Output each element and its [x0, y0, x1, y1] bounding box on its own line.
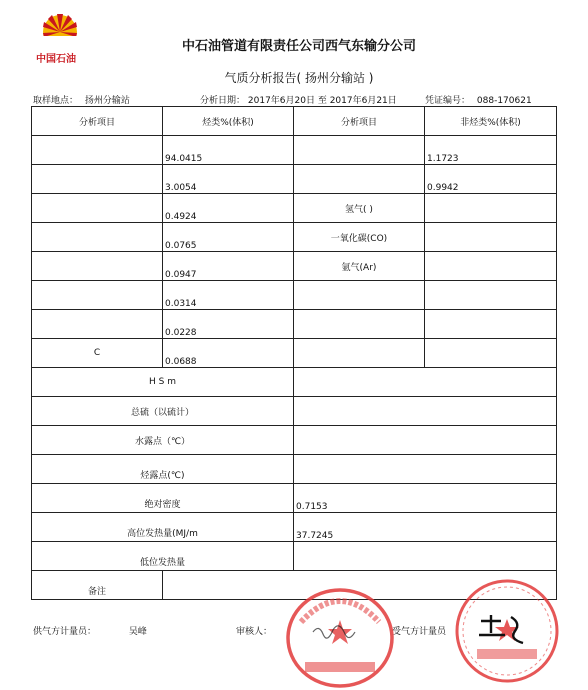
column-header: 非烃类%(体积)	[425, 107, 557, 136]
table-row	[32, 194, 557, 223]
property-label: 总硫（以硫计）	[32, 397, 294, 426]
supplier-name: 吴峰	[128, 627, 147, 637]
item-cell	[32, 223, 163, 252]
analysis-table	[31, 106, 557, 600]
property-label: 高位发热量(MJ/m	[32, 513, 294, 542]
location-field	[33, 93, 130, 106]
property-value: 37.7245	[294, 513, 557, 542]
property-value	[294, 455, 557, 484]
hydrocarbon-value: 0.4924	[163, 194, 294, 223]
property-row	[32, 426, 557, 455]
item-cell: C	[32, 339, 163, 368]
property-row	[32, 397, 557, 426]
settlement-seal-stamp	[451, 575, 563, 687]
item2-cell	[294, 165, 425, 194]
non-hydrocarbon-value	[425, 252, 557, 281]
item-cell	[32, 252, 163, 281]
property-label: H S m	[32, 368, 294, 397]
property-row	[32, 542, 557, 571]
table-row	[32, 136, 557, 165]
item2-cell: 氢气( )	[294, 194, 425, 223]
property-row	[32, 368, 557, 397]
table-row	[32, 281, 557, 310]
non-hydrocarbon-value	[425, 281, 557, 310]
column-header: 分析项目	[32, 107, 163, 136]
item-cell	[32, 281, 163, 310]
property-row	[32, 484, 557, 513]
date-label: 分析日期：	[200, 96, 246, 106]
item-cell	[32, 136, 163, 165]
property-value	[294, 397, 557, 426]
item2-cell: 氩气(Ar)	[294, 252, 425, 281]
hydrocarbon-value: 0.0947	[163, 252, 294, 281]
property-value	[294, 368, 557, 397]
date-value: 2017年6月20日 至 2017年6月21日	[247, 96, 397, 106]
hydrocarbon-value: 0.0688	[163, 339, 294, 368]
item2-cell	[294, 310, 425, 339]
reviewer-label: 审核人：	[236, 627, 273, 637]
location-label: 取样地点：	[33, 96, 79, 106]
item-cell	[32, 310, 163, 339]
non-hydrocarbon-value	[425, 339, 557, 368]
company-name: 中石油管道有限责任公司西气东输分公司	[181, 39, 416, 54]
remark-label: 备注	[32, 571, 163, 600]
item2-cell	[294, 136, 425, 165]
item2-cell	[294, 339, 425, 368]
cert-label: 凭证编号：	[425, 96, 471, 106]
property-label: 绝对密度	[32, 484, 294, 513]
non-hydrocarbon-value: 0.9942	[425, 165, 557, 194]
supplier-field	[33, 624, 147, 637]
property-value	[294, 542, 557, 571]
non-hydrocarbon-value	[425, 310, 557, 339]
hydrocarbon-value: 0.0314	[163, 281, 294, 310]
non-hydrocarbon-value	[425, 194, 557, 223]
company-seal-stamp	[283, 582, 398, 690]
receiver-label: 受气方计量员	[392, 627, 447, 637]
item-cell	[32, 194, 163, 223]
cert-field	[425, 93, 532, 106]
property-row	[32, 455, 557, 484]
table-header-row	[32, 107, 557, 136]
hydrocarbon-value: 0.0228	[163, 310, 294, 339]
item2-cell: 一氧化碳(CO)	[294, 223, 425, 252]
location-value: 扬州分输站	[84, 96, 130, 106]
hydrocarbon-value: 3.0054	[163, 165, 294, 194]
date-field	[200, 93, 397, 106]
table-row	[32, 339, 557, 368]
property-label: 低位发热量	[32, 542, 294, 571]
item-cell	[32, 165, 163, 194]
column-header: 分析项目	[294, 107, 425, 136]
table-row	[32, 310, 557, 339]
item2-cell	[294, 281, 425, 310]
report-title: 气质分析报告( 扬州分输站 )	[224, 71, 374, 85]
non-hydrocarbon-value: 1.1723	[425, 136, 557, 165]
property-value	[294, 426, 557, 455]
property-value: 0.7153	[294, 484, 557, 513]
property-label: 水露点（℃）	[32, 426, 294, 455]
table-row	[32, 223, 557, 252]
hydrocarbon-value: 94.0415	[163, 136, 294, 165]
property-row	[32, 513, 557, 542]
column-header: 烃类%(体积)	[163, 107, 294, 136]
cert-value: 088-170621	[476, 96, 532, 106]
supplier-label: 供气方计量员：	[33, 627, 97, 637]
table-row	[32, 252, 557, 281]
table-row	[32, 165, 557, 194]
hydrocarbon-value: 0.0765	[163, 223, 294, 252]
non-hydrocarbon-value	[425, 223, 557, 252]
logo-text: 中国石油	[36, 54, 76, 65]
property-label: 烃露点(℃)	[32, 455, 294, 484]
